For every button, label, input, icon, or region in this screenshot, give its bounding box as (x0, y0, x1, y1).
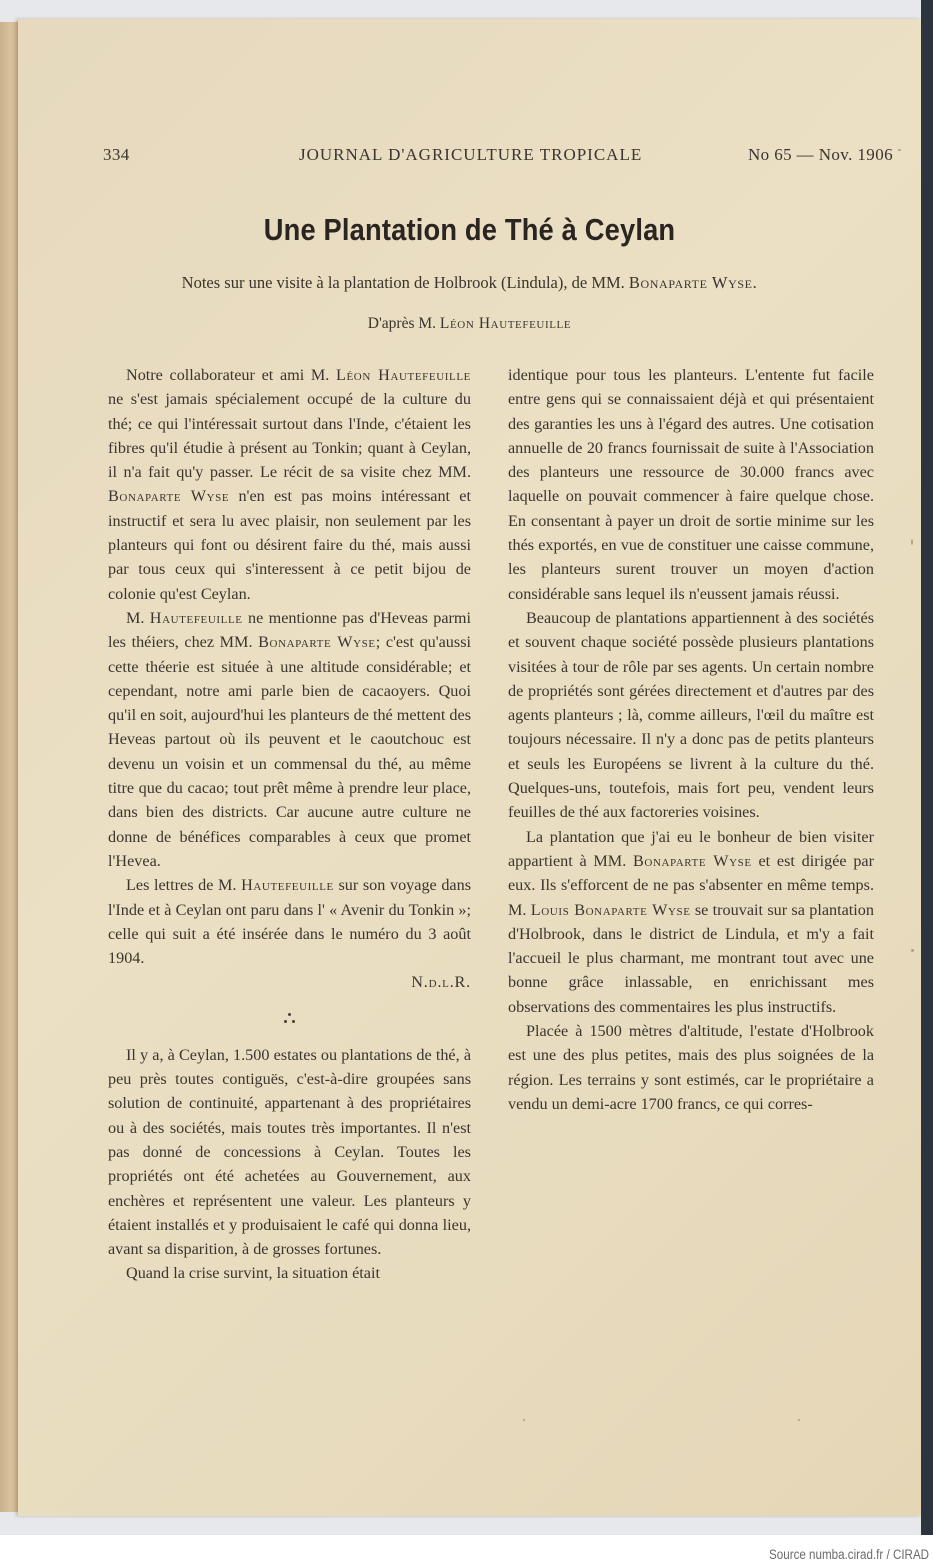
intro-paragraph (108, 606, 471, 873)
body-paragraph: Quand la crise survint, la situation était (126, 1264, 380, 1283)
subtitle-text: Notes sur une visite à la plantation de Holbrook (Lindula), de MM. (181, 273, 629, 292)
issue-info: No 65 — Nov. 1906 (748, 145, 893, 164)
text-run: ne s'est jamais spécialement occupé de la culture du thé; ce qui l'intéressait surtout dans l'Inde, c'étaient les fibres qu'il étudie à présent au Tonkin; quant à Ceylan, il n'a fait qu'y passer. Le récit de sa visite chez MM. (108, 390, 471, 482)
paper-speck (911, 539, 913, 545)
owner-name: Bonaparte Wyse (633, 851, 752, 870)
text-run: n'en est pas moins intéressant et instructif et sera lu avec plaisir, non seulement par les planteurs qui font ou désirent faire du thé, mais aussi par tous ceux qui s'interessent à ce petit bijou de colonie qu'est Ceylan. (108, 487, 471, 603)
owner-name: Bonaparte Wyse (108, 487, 230, 506)
left-column (108, 363, 471, 1286)
body-paragraph (508, 825, 874, 1019)
article-title: Une Plantation de Thé à Ceylan (263, 212, 676, 247)
text-run: se trouvait sur sa plantation d'Holbrook, dans le district de Lindula, et m'y a fait l'accueil le plus charmant, me montrant tout avec une bonne grâce inlassable, en enrichissant mes observations des commentaires les plus instructifs. (508, 900, 874, 1016)
owner-name: Louis Bonaparte Wyse (530, 900, 691, 919)
running-head (103, 145, 893, 169)
editor-note: N.d.l.R. (411, 973, 471, 992)
text-run: M. (126, 608, 150, 627)
text-run: Notre collaborateur et ami M. (126, 366, 336, 384)
text-run: Les lettres de M. (126, 876, 242, 895)
intro-paragraph (108, 363, 471, 606)
author-name: Hautefeuille (149, 608, 243, 627)
source-credit: Source numba.cirad.fr / CIRAD (768, 1547, 929, 1562)
dot-icon (284, 1020, 287, 1023)
paper-speck (898, 149, 901, 151)
author-name: Léon Hautefeuille (336, 366, 471, 384)
text-run: La plantation que j'ai eu le bonheur de bien visiter appartient à MM. (508, 827, 874, 870)
scanner-edge (921, 0, 933, 1535)
paper-speck (798, 1419, 800, 1421)
body-paragraph: Il y a, à Ceylan, 1.500 estates ou plantations de thé, à peu près toutes contiguës, c'est-à-dire groupées sans solution de continuité, appartenant à des propriétaires ou à des sociétés, mais toutes très importantes. Il n'est pas donné de concessions à Ceylan. Toutes les propriétés ont été achetées au Gouvernement, aux enchères et représentent une valeur. Les planteurs y étaient installés et y produisaient le café qui donna lieu, avant sa disparition, à de grosses fortunes. (108, 1045, 471, 1259)
page-stack-edge (0, 22, 20, 1512)
text-run: et est dirigée par eux. Ils s'efforcent de ne pas s'absenter en même temps. M. (508, 851, 874, 919)
asterism-separator (108, 995, 471, 1043)
body-paragraph: Beaucoup de plantations appartiennent à des sociétés et souvent chaque société possède plusieurs plantations visitées à tour de rôle par ses agents. Un certain nombre de propriétés sont gérées directement et d'autres par des agents planteurs ; là, comme ailleurs, l'œil du maître est toujours nécessaire. Il n'y a donc pas de petits planteurs et seuls les Européens se livrent à la culture du thé. Quelques-uns, toutefois, mais fort peu, vendent leurs feuilles de thé aux factoreries voisines. (508, 608, 874, 822)
continuation-paragraph: identique pour tous les planteurs. L'entente fut facile entre gens qui se connaissaient déjà et qui présentaient des garanties les uns à l'égard des autres. Une cotisation annuelle de 20 francs fournissait de suite à l'Association des planteurs une ressource de 30.000 francs avec laquelle on pouvait commencer à faire quelque chose. En consentant à payer un droit de sortie minime sur les thés exportés, en vue de constituer une caisse commune, les planteurs surent trouver un moyen d'action considérable sans lequel ils n'eussent jamais réussi. (508, 366, 874, 603)
subtitle-names: Bonaparte Wyse. (628, 273, 758, 292)
text-run: sur son voyage dans l'Inde et à Ceylan ont paru dans l' « Avenir du Tonkin »; celle qui suit a été insérée dans le numéro du 3 août 1904. (108, 876, 471, 968)
body-paragraph: Placée à 1500 mètres d'altitude, l'estate d'Holbrook est une des plus petites, mais des plus soignées de la région. Les terrains y sont estimés, car le propriétaire a vendu un demi-acre 1700 francs, ce qui corres- (508, 1022, 874, 1113)
page-number: 334 (103, 145, 130, 164)
byline-author: Léon Hautefeuille (439, 315, 572, 332)
journal-name: JOURNAL D'AGRICULTURE TROPICALE (299, 145, 643, 164)
article-subtitle (18, 273, 921, 293)
dot-icon (288, 1013, 291, 1016)
text-run: ne mentionne pas d'Heveas parmi les théiers, chez MM. (108, 608, 471, 652)
byline-prefix: D'après M. (367, 315, 440, 332)
byline (18, 315, 921, 333)
dot-icon (292, 1020, 295, 1023)
right-column (508, 363, 874, 1116)
text-run: ; c'est qu'aussi cette théerie est située à une altitude considérable; et cependant, notre ami parle bien de cacaoyers. Quoi qu'il en soit, aujourd'hui les planteurs de thé mettent des Heveas partout où ils peuvent et le caoutchouc est devenu un voisin et un commensal du thé, au même titre que du cacao; tout prêt même à prendre leur place, dans bien des districts. Car aucune autre culture ne donne de bénéfices comparables à ceux que promet l'Hevea. (108, 633, 471, 870)
owner-name: Bonaparte Wyse (258, 633, 376, 652)
journal-page (18, 19, 921, 1516)
intro-paragraph (108, 873, 471, 970)
paper-speck (911, 949, 914, 952)
paper-speck (523, 1419, 525, 1421)
author-name: Hautefeuille (241, 876, 334, 895)
